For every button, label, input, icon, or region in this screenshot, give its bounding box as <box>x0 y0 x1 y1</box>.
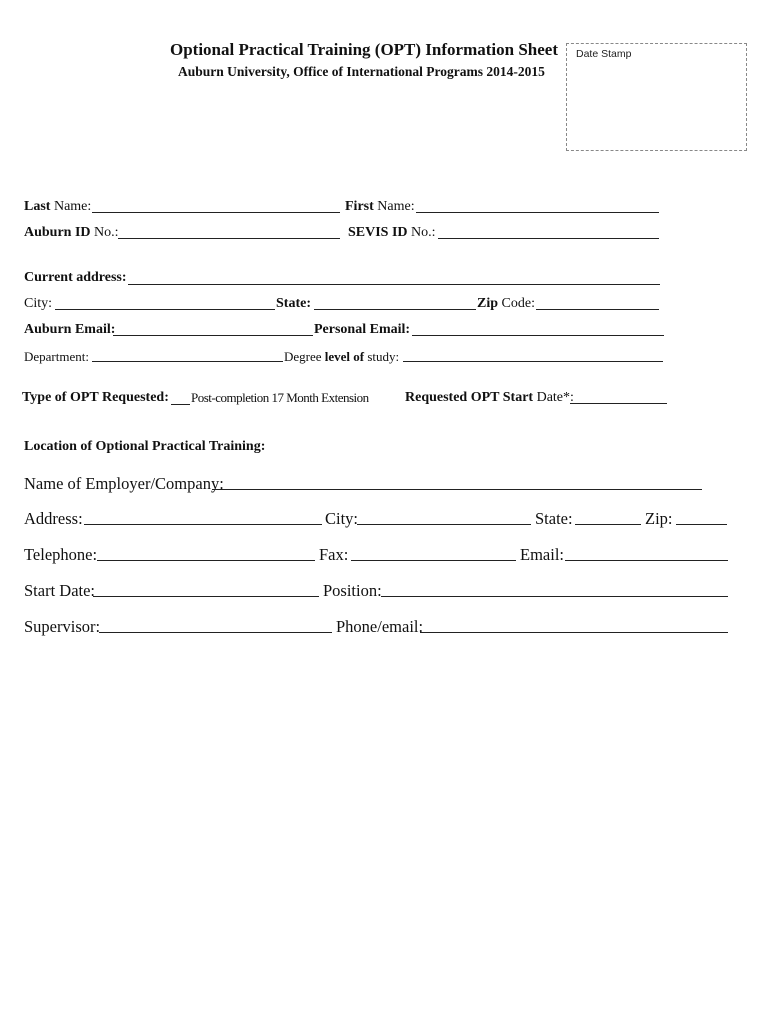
degree-level-field[interactable] <box>403 361 663 362</box>
sevis-id-label <box>348 225 436 241</box>
employer-address-field[interactable] <box>84 524 322 525</box>
phone-email-field[interactable] <box>420 632 728 633</box>
opt-start-label <box>405 390 574 406</box>
student-zip-field[interactable] <box>536 309 659 310</box>
first-name-rest: Name: <box>373 199 415 214</box>
auburn-email-label: Auburn Email: <box>24 322 116 337</box>
personal-email-label: Personal Email: <box>314 322 411 337</box>
student-state-label: State: <box>276 296 311 311</box>
zip-rest: Code: <box>498 296 535 311</box>
fax-field[interactable] <box>351 560 516 561</box>
fax-label: Fax: <box>319 545 349 564</box>
employer-city-label: City: <box>325 509 359 528</box>
employer-city-field[interactable] <box>357 524 531 525</box>
page-subtitle: Auburn University, Office of International Programs 2014-2015 <box>178 64 545 79</box>
current-address-label: Current address: <box>24 270 127 285</box>
opt-start-rest: Date*: <box>533 390 574 405</box>
last-name-field[interactable] <box>92 212 340 213</box>
employer-address-label: Address: <box>24 509 83 528</box>
position-field[interactable] <box>381 596 728 597</box>
start-date-label: Start Date: <box>24 581 96 600</box>
page-title: Optional Practical Training (OPT) Information Sheet <box>170 40 558 59</box>
auburn-id-rest: No.: <box>90 225 119 240</box>
last-name-label <box>24 199 91 215</box>
employer-email-label: Email: <box>520 545 564 564</box>
degree-level-label <box>284 349 399 365</box>
telephone-field[interactable] <box>97 560 315 561</box>
degree-post: study: <box>364 349 400 364</box>
auburn-id-field[interactable] <box>118 238 340 239</box>
sevis-id-bold: SEVIS ID <box>348 225 408 240</box>
supervisor-label: Supervisor: <box>24 617 101 636</box>
current-address-field[interactable] <box>128 284 660 285</box>
student-zip-label <box>477 296 535 312</box>
first-name-label <box>345 199 415 215</box>
auburn-id-bold: Auburn ID <box>24 225 91 240</box>
personal-email-field[interactable] <box>412 335 664 336</box>
auburn-id-label <box>24 225 119 241</box>
employer-label: Name of Employer/Company: <box>24 474 224 493</box>
training-location-heading: Location of Optional Practical Training: <box>24 439 266 454</box>
last-name-rest: Name: <box>50 199 92 214</box>
first-name-field[interactable] <box>416 212 659 213</box>
zip-bold: Zip <box>477 296 499 311</box>
student-state-field[interactable] <box>314 309 476 310</box>
phone-email-label: Phone/email: <box>336 617 424 636</box>
sevis-id-rest: No.: <box>407 225 436 240</box>
degree-bold: level of <box>324 349 365 364</box>
student-city-field[interactable] <box>55 309 275 310</box>
first-name-bold: First <box>345 199 374 214</box>
employer-state-field[interactable] <box>575 524 641 525</box>
auburn-email-field[interactable] <box>113 335 313 336</box>
telephone-label: Telephone: <box>24 545 98 564</box>
opt-type-value: Post-completion 17 Month Extension <box>191 390 369 405</box>
employer-email-field[interactable] <box>565 560 728 561</box>
sevis-id-field[interactable] <box>438 238 659 239</box>
department-label: Department: <box>24 349 89 364</box>
position-label: Position: <box>323 581 382 600</box>
start-date-field[interactable] <box>93 596 319 597</box>
employer-zip-field[interactable] <box>676 524 727 525</box>
last-name-bold: Last <box>24 199 51 214</box>
student-city-label: City: <box>24 296 53 311</box>
date-stamp-box <box>566 43 747 151</box>
opt-type-checkbox-line[interactable] <box>171 404 190 405</box>
date-stamp-label: Date Stamp <box>576 48 632 60</box>
opt-start-bold: Requested OPT Start <box>405 390 534 405</box>
employer-zip-label: Zip: <box>645 509 673 528</box>
opt-type-label: Type of OPT Requested: <box>22 390 169 405</box>
supervisor-field[interactable] <box>99 632 332 633</box>
department-field[interactable] <box>92 361 283 362</box>
employer-field[interactable] <box>212 489 702 490</box>
opt-start-field[interactable] <box>570 403 667 404</box>
degree-pre: Degree <box>284 349 325 364</box>
employer-state-label: State: <box>535 509 573 528</box>
